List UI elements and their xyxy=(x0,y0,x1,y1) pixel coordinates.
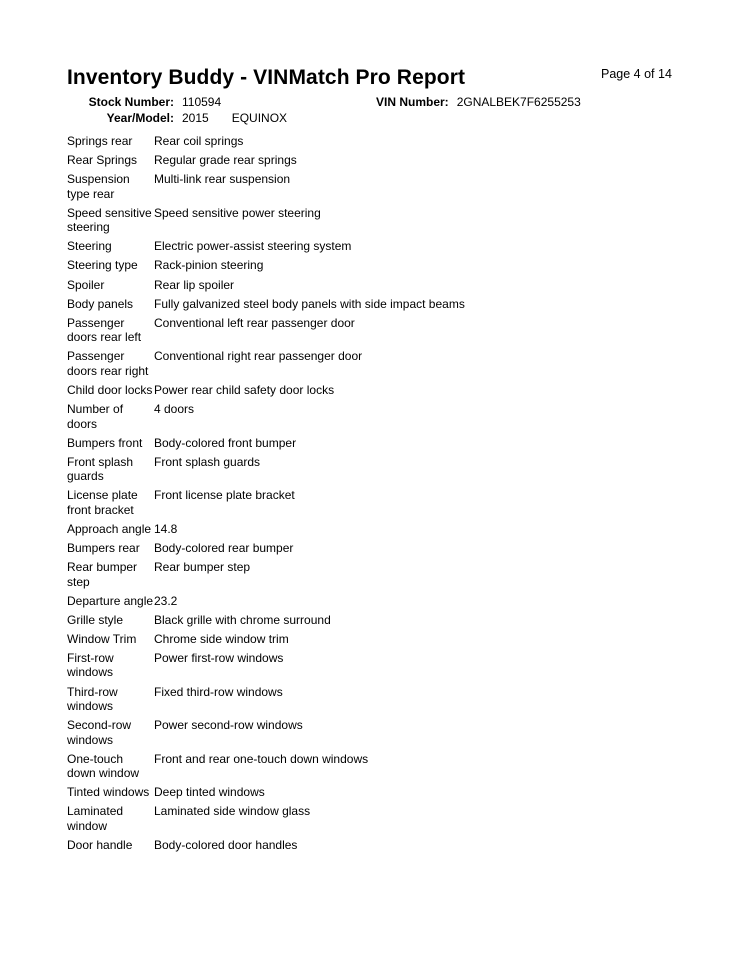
spec-value: Power second-row windows xyxy=(154,718,303,733)
report-title: Inventory Buddy - VINMatch Pro Report xyxy=(67,66,466,89)
spec-row xyxy=(67,295,465,314)
year-value: 2015 xyxy=(182,111,209,125)
spec-value: Speed sensitive power steering xyxy=(154,205,321,220)
spec-value: Fixed third-row windows xyxy=(154,684,283,699)
spec-table xyxy=(67,132,465,855)
spec-name: Child door locks xyxy=(67,382,153,397)
spec-value: Rack-pinion steering xyxy=(154,258,264,273)
spec-name: Departure angle xyxy=(67,593,154,608)
spec-name: Second-row windows xyxy=(67,718,132,747)
spec-row xyxy=(67,683,465,717)
spec-value: 14.8 xyxy=(154,521,178,536)
spec-row xyxy=(67,170,465,204)
spec-row xyxy=(67,132,465,151)
spec-row xyxy=(67,783,465,802)
spec-row xyxy=(67,716,465,750)
spec-name: Spoiler xyxy=(67,277,105,292)
spec-row xyxy=(67,750,465,784)
spec-value: Rear bumper step xyxy=(154,560,251,575)
spec-name: Approach angle xyxy=(67,521,152,536)
spec-name: Grille style xyxy=(67,612,124,627)
spec-row xyxy=(67,151,465,170)
spec-value: Electric power-assist steering system xyxy=(154,239,352,254)
spec-value: Rear lip spoiler xyxy=(154,277,235,292)
spec-name: Third-row windows xyxy=(67,684,118,714)
spec-value: Front license plate bracket xyxy=(154,488,295,503)
spec-name: Tinted windows xyxy=(67,785,150,800)
spec-row xyxy=(67,592,465,611)
spec-name: Passenger doors rear right xyxy=(67,349,149,378)
spec-row xyxy=(67,381,465,400)
spec-value: 4 doors xyxy=(154,402,195,417)
spec-name: Speed sensitive steering xyxy=(67,205,152,235)
vin-value: 2GNALBEK7F6255253 xyxy=(456,95,581,109)
spec-row xyxy=(67,314,465,348)
spec-name: Passenger doors rear left xyxy=(67,315,142,345)
spec-value: Rear coil springs xyxy=(154,134,244,148)
spec-row xyxy=(67,486,465,520)
spec-value: Body-colored door handles xyxy=(154,838,298,853)
spec-value: Multi-link rear suspension xyxy=(154,172,291,187)
spec-name: Steering type xyxy=(67,258,138,273)
spec-row xyxy=(67,539,465,558)
spec-name: Steering xyxy=(67,239,112,254)
spec-value: Conventional left rear passenger door xyxy=(154,315,355,330)
model-value: EQUINOX xyxy=(231,111,288,125)
spec-value: Chrome side window trim xyxy=(154,631,289,646)
spec-value: Regular grade rear springs xyxy=(154,153,297,168)
stock-number-row xyxy=(67,95,221,109)
spec-name: Number of doors xyxy=(67,402,124,431)
spec-row xyxy=(67,400,465,434)
spec-row xyxy=(67,611,465,630)
year-model-row xyxy=(67,111,287,125)
spec-row xyxy=(67,276,465,295)
spec-row xyxy=(67,453,465,487)
year-model-label: Year/Model: xyxy=(106,111,174,125)
spec-value: Black grille with chrome surround xyxy=(154,612,331,627)
spec-name: Bumpers rear xyxy=(67,541,140,555)
spec-row xyxy=(67,520,465,539)
spec-row xyxy=(67,256,465,275)
spec-value: Front splash guards xyxy=(154,454,261,469)
vin-row xyxy=(376,95,581,109)
spec-name: First-row windows xyxy=(67,650,114,680)
spec-name: Springs rear xyxy=(67,134,133,148)
spec-value: Body-colored front bumper xyxy=(154,435,297,450)
spec-row xyxy=(67,802,465,836)
spec-value: Power rear child safety door locks xyxy=(154,382,335,397)
spec-row xyxy=(67,434,465,453)
spec-value: Fully galvanized steel body panels with side impact beams xyxy=(154,296,465,311)
spec-name: One-touch down window xyxy=(67,751,140,781)
spec-value: Laminated side window glass xyxy=(154,804,311,819)
spec-row xyxy=(67,237,465,256)
spec-value: Deep tinted windows xyxy=(154,785,265,800)
spec-name: Front splash guards xyxy=(67,454,134,484)
stock-number-label: Stock Number: xyxy=(88,95,174,109)
spec-row xyxy=(67,558,465,592)
spec-name: Rear Springs xyxy=(67,153,138,168)
spec-name: Door handle xyxy=(67,838,133,853)
spec-name: License plate front bracket xyxy=(67,488,138,517)
spec-value: Power first-row windows xyxy=(154,650,284,665)
spec-row xyxy=(67,347,465,381)
spec-name: Window Trim xyxy=(67,631,137,646)
spec-row xyxy=(67,204,465,238)
spec-row xyxy=(67,630,465,649)
spec-table-body xyxy=(67,132,465,855)
spec-value: Body-colored rear bumper xyxy=(154,541,294,555)
spec-row xyxy=(67,836,465,855)
spec-name: Rear bumper step xyxy=(67,560,138,589)
vin-label: VIN Number: xyxy=(376,95,449,109)
spec-value: Conventional right rear passenger door xyxy=(154,349,363,364)
spec-name: Suspension type rear xyxy=(67,172,130,201)
spec-name: Bumpers front xyxy=(67,435,143,450)
spec-name: Laminated window xyxy=(67,804,124,833)
spec-row xyxy=(67,649,465,683)
spec-value: 23.2 xyxy=(154,593,178,608)
stock-number-value: 110594 xyxy=(182,95,222,109)
page-number: Page 4 of 14 xyxy=(601,67,672,81)
spec-name: Body panels xyxy=(67,296,134,311)
spec-value: Front and rear one-touch down windows xyxy=(154,751,369,766)
